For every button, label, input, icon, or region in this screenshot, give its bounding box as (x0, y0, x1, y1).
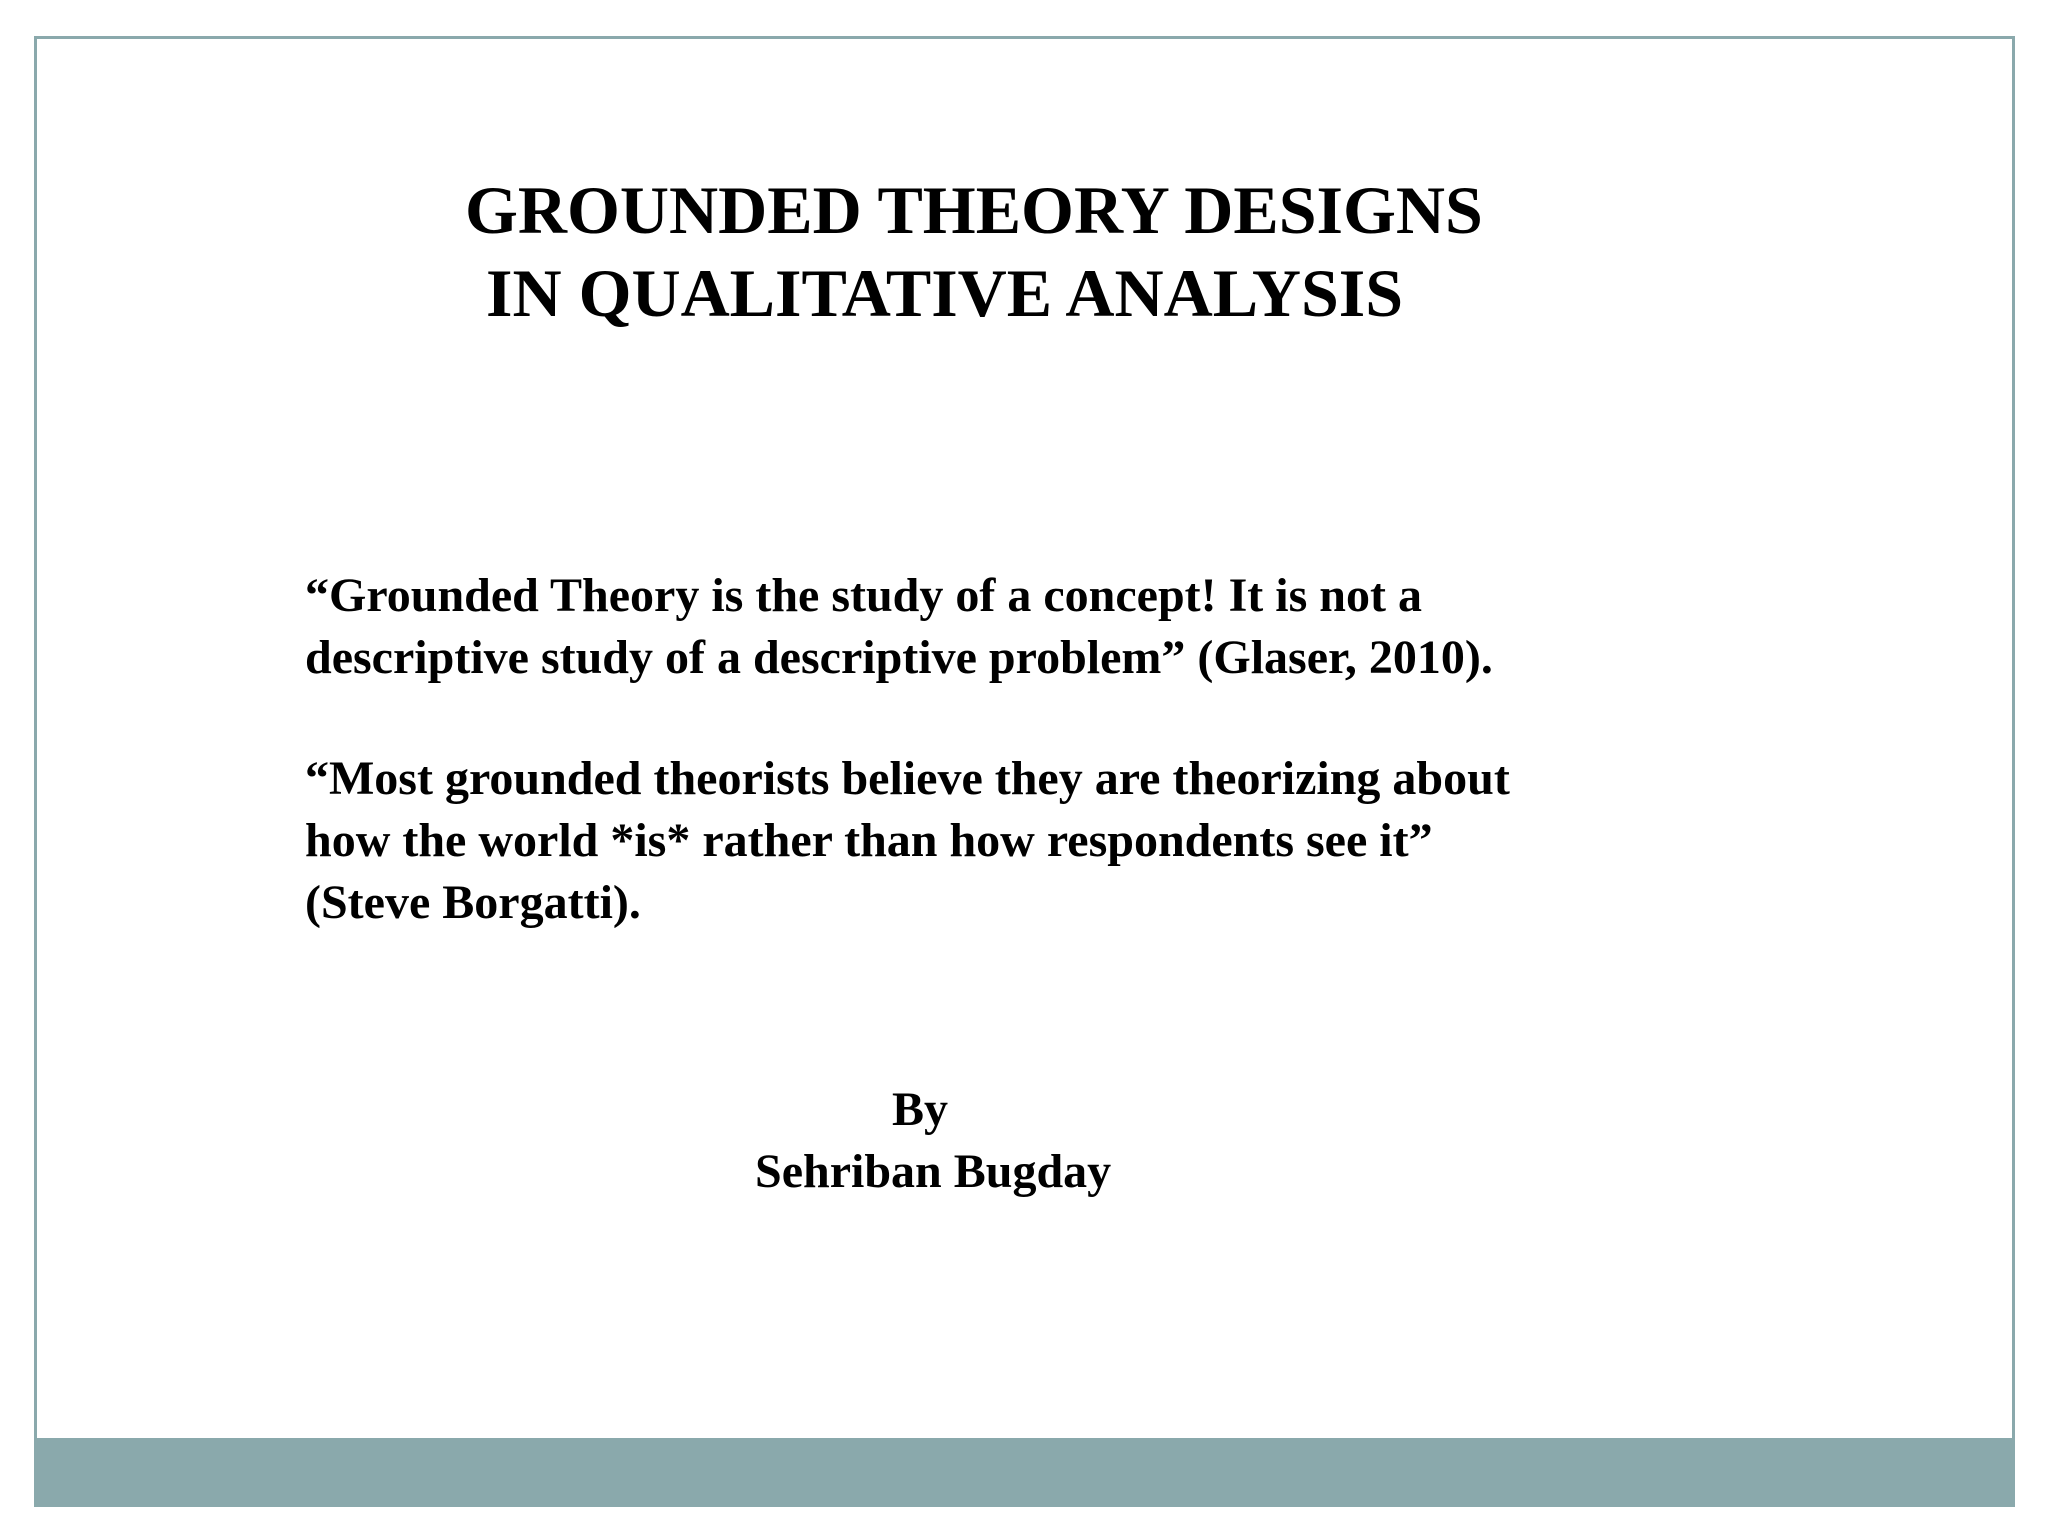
slide-title-line-1: GROUNDED THEORY DESIGNS (465, 172, 1483, 248)
author-name: Sehriban Bugday (755, 1145, 1112, 1198)
byline-by: By (892, 1083, 949, 1136)
footer-accent-bar (34, 1438, 2015, 1507)
quote-line: “Most grounded theorists believe they are theorizing about (305, 752, 1510, 805)
quote-glaser (305, 565, 1493, 689)
quote-line: how the world *is* rather than how respondents see it” (305, 814, 1433, 867)
slide-title-line-2: IN QUALITATIVE ANALYSIS (486, 255, 1404, 331)
quote-borgatti (305, 748, 1510, 934)
quote-line: descriptive study of a descriptive problem” (Glaser, 2010). (305, 631, 1493, 684)
quote-line: “Grounded Theory is the study of a concept! It is not a (305, 569, 1422, 622)
quote-line: (Steve Borgatti). (305, 876, 641, 929)
